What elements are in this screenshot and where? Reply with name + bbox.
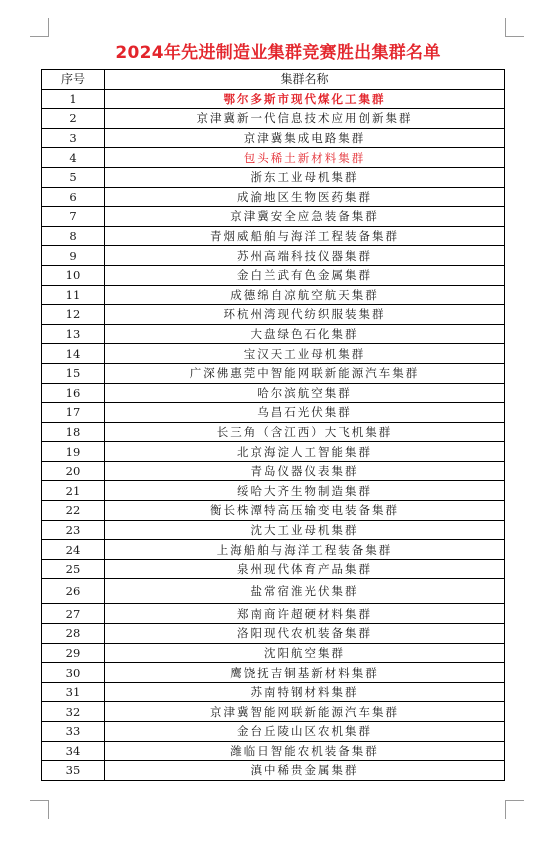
row-index: 6 xyxy=(42,187,105,207)
table-row xyxy=(42,305,505,325)
table-row xyxy=(42,461,505,481)
row-index: 16 xyxy=(42,383,105,403)
row-name: 京津冀安全应急装备集群 xyxy=(105,207,505,227)
row-index: 11 xyxy=(42,285,105,305)
table-row xyxy=(42,167,505,187)
row-index: 25 xyxy=(42,559,105,579)
row-name: 郑南商许超硬材料集群 xyxy=(105,604,505,624)
crop-mark-bottom-left xyxy=(30,800,49,819)
row-name: 京津冀智能网联新能源汽车集群 xyxy=(105,702,505,722)
page-title: 2024年先进制造业集群竞赛胜出集群名单 xyxy=(115,43,441,63)
row-name: 沈阳航空集群 xyxy=(105,643,505,663)
table-row xyxy=(42,501,505,521)
row-name: 哈尔滨航空集群 xyxy=(105,383,505,403)
table-row xyxy=(42,128,505,148)
table-row xyxy=(42,383,505,403)
row-index: 10 xyxy=(42,265,105,285)
row-name: 京津冀集成电路集群 xyxy=(105,128,505,148)
header-name: 集群名称 xyxy=(105,70,505,90)
table-row xyxy=(42,89,505,109)
cluster-table xyxy=(41,69,505,781)
table-row xyxy=(42,520,505,540)
row-name: 滇中稀贵金属集群 xyxy=(105,761,505,781)
row-name: 绥哈大齐生物制造集群 xyxy=(105,481,505,501)
table-row xyxy=(42,344,505,364)
table-row xyxy=(42,540,505,560)
row-name: 潍临日智能农机装备集群 xyxy=(105,741,505,761)
table-row xyxy=(42,702,505,722)
table-row xyxy=(42,682,505,702)
table-row xyxy=(42,207,505,227)
row-name: 沈大工业母机集群 xyxy=(105,520,505,540)
table-row xyxy=(42,246,505,266)
table-row xyxy=(42,741,505,761)
row-name: 环杭州湾现代纺织服装集群 xyxy=(105,305,505,325)
table-row xyxy=(42,148,505,168)
row-name: 宝汉天工业母机集群 xyxy=(105,344,505,364)
table-row xyxy=(42,363,505,383)
table-row xyxy=(42,604,505,624)
row-name: 苏州高端科技仪器集群 xyxy=(105,246,505,266)
row-index: 32 xyxy=(42,702,105,722)
table-row xyxy=(42,722,505,742)
row-name: 浙东工业母机集群 xyxy=(105,167,505,187)
row-index: 5 xyxy=(42,167,105,187)
row-index: 7 xyxy=(42,207,105,227)
row-index: 3 xyxy=(42,128,105,148)
row-index: 26 xyxy=(42,579,105,604)
row-name: 泉州现代体育产品集群 xyxy=(105,559,505,579)
row-index: 1 xyxy=(42,89,105,109)
row-name: 广深佛惠莞中智能网联新能源汽车集群 xyxy=(105,363,505,383)
row-index: 24 xyxy=(42,540,105,560)
row-name: 洛阳现代农机装备集群 xyxy=(105,624,505,644)
row-name: 成渝地区生物医药集群 xyxy=(105,187,505,207)
table-row xyxy=(42,422,505,442)
row-name: 鄂尔多斯市现代煤化工集群 xyxy=(105,89,505,109)
row-index: 29 xyxy=(42,643,105,663)
row-index: 34 xyxy=(42,741,105,761)
row-index: 31 xyxy=(42,682,105,702)
row-index: 2 xyxy=(42,109,105,129)
table-header-row xyxy=(42,70,505,90)
row-index: 4 xyxy=(42,148,105,168)
header-index: 序号 xyxy=(42,70,105,90)
table-row xyxy=(42,761,505,781)
row-index: 13 xyxy=(42,324,105,344)
table-row xyxy=(42,559,505,579)
row-name: 大盘绿色石化集群 xyxy=(105,324,505,344)
row-index: 8 xyxy=(42,226,105,246)
row-name: 苏南特钢材料集群 xyxy=(105,682,505,702)
crop-mark-top-left xyxy=(30,18,49,37)
row-name: 成德绵自凉航空航天集群 xyxy=(105,285,505,305)
table-row xyxy=(42,481,505,501)
row-index: 35 xyxy=(42,761,105,781)
row-name: 盐常宿淮光伏集群 xyxy=(105,579,505,604)
table-row xyxy=(42,109,505,129)
table-row xyxy=(42,624,505,644)
row-name: 青烟威船舶与海洋工程装备集群 xyxy=(105,226,505,246)
row-index: 21 xyxy=(42,481,105,501)
crop-mark-bottom-right xyxy=(505,800,524,819)
crop-mark-top-right xyxy=(505,18,524,37)
row-index: 23 xyxy=(42,520,105,540)
table-row xyxy=(42,579,505,604)
table-row xyxy=(42,324,505,344)
row-name: 乌昌石光伏集群 xyxy=(105,403,505,423)
table-row xyxy=(42,265,505,285)
row-index: 15 xyxy=(42,363,105,383)
row-index: 28 xyxy=(42,624,105,644)
row-index: 14 xyxy=(42,344,105,364)
row-index: 12 xyxy=(42,305,105,325)
row-name: 青岛仪器仪表集群 xyxy=(105,461,505,481)
row-name: 金台丘陵山区农机集群 xyxy=(105,722,505,742)
row-index: 18 xyxy=(42,422,105,442)
table-row xyxy=(42,285,505,305)
table-row xyxy=(42,226,505,246)
table-row xyxy=(42,643,505,663)
row-index: 27 xyxy=(42,604,105,624)
row-index: 22 xyxy=(42,501,105,521)
row-name: 上海船舶与海洋工程装备集群 xyxy=(105,540,505,560)
row-index: 17 xyxy=(42,403,105,423)
row-index: 20 xyxy=(42,461,105,481)
table-row xyxy=(42,663,505,683)
row-name: 长三角（含江西）大飞机集群 xyxy=(105,422,505,442)
row-index: 9 xyxy=(42,246,105,266)
row-name: 京津冀新一代信息技术应用创新集群 xyxy=(105,109,505,129)
row-name: 北京海淀人工智能集群 xyxy=(105,442,505,462)
row-name: 衡长株潭特高压输变电装备集群 xyxy=(105,501,505,521)
row-name: 鹰饶抚吉铜基新材料集群 xyxy=(105,663,505,683)
row-index: 33 xyxy=(42,722,105,742)
table-row xyxy=(42,403,505,423)
table-row xyxy=(42,187,505,207)
row-name: 金白兰武有色金属集群 xyxy=(105,265,505,285)
row-index: 30 xyxy=(42,663,105,683)
row-name: 包头稀土新材料集群 xyxy=(105,148,505,168)
table-row xyxy=(42,442,505,462)
row-index: 19 xyxy=(42,442,105,462)
